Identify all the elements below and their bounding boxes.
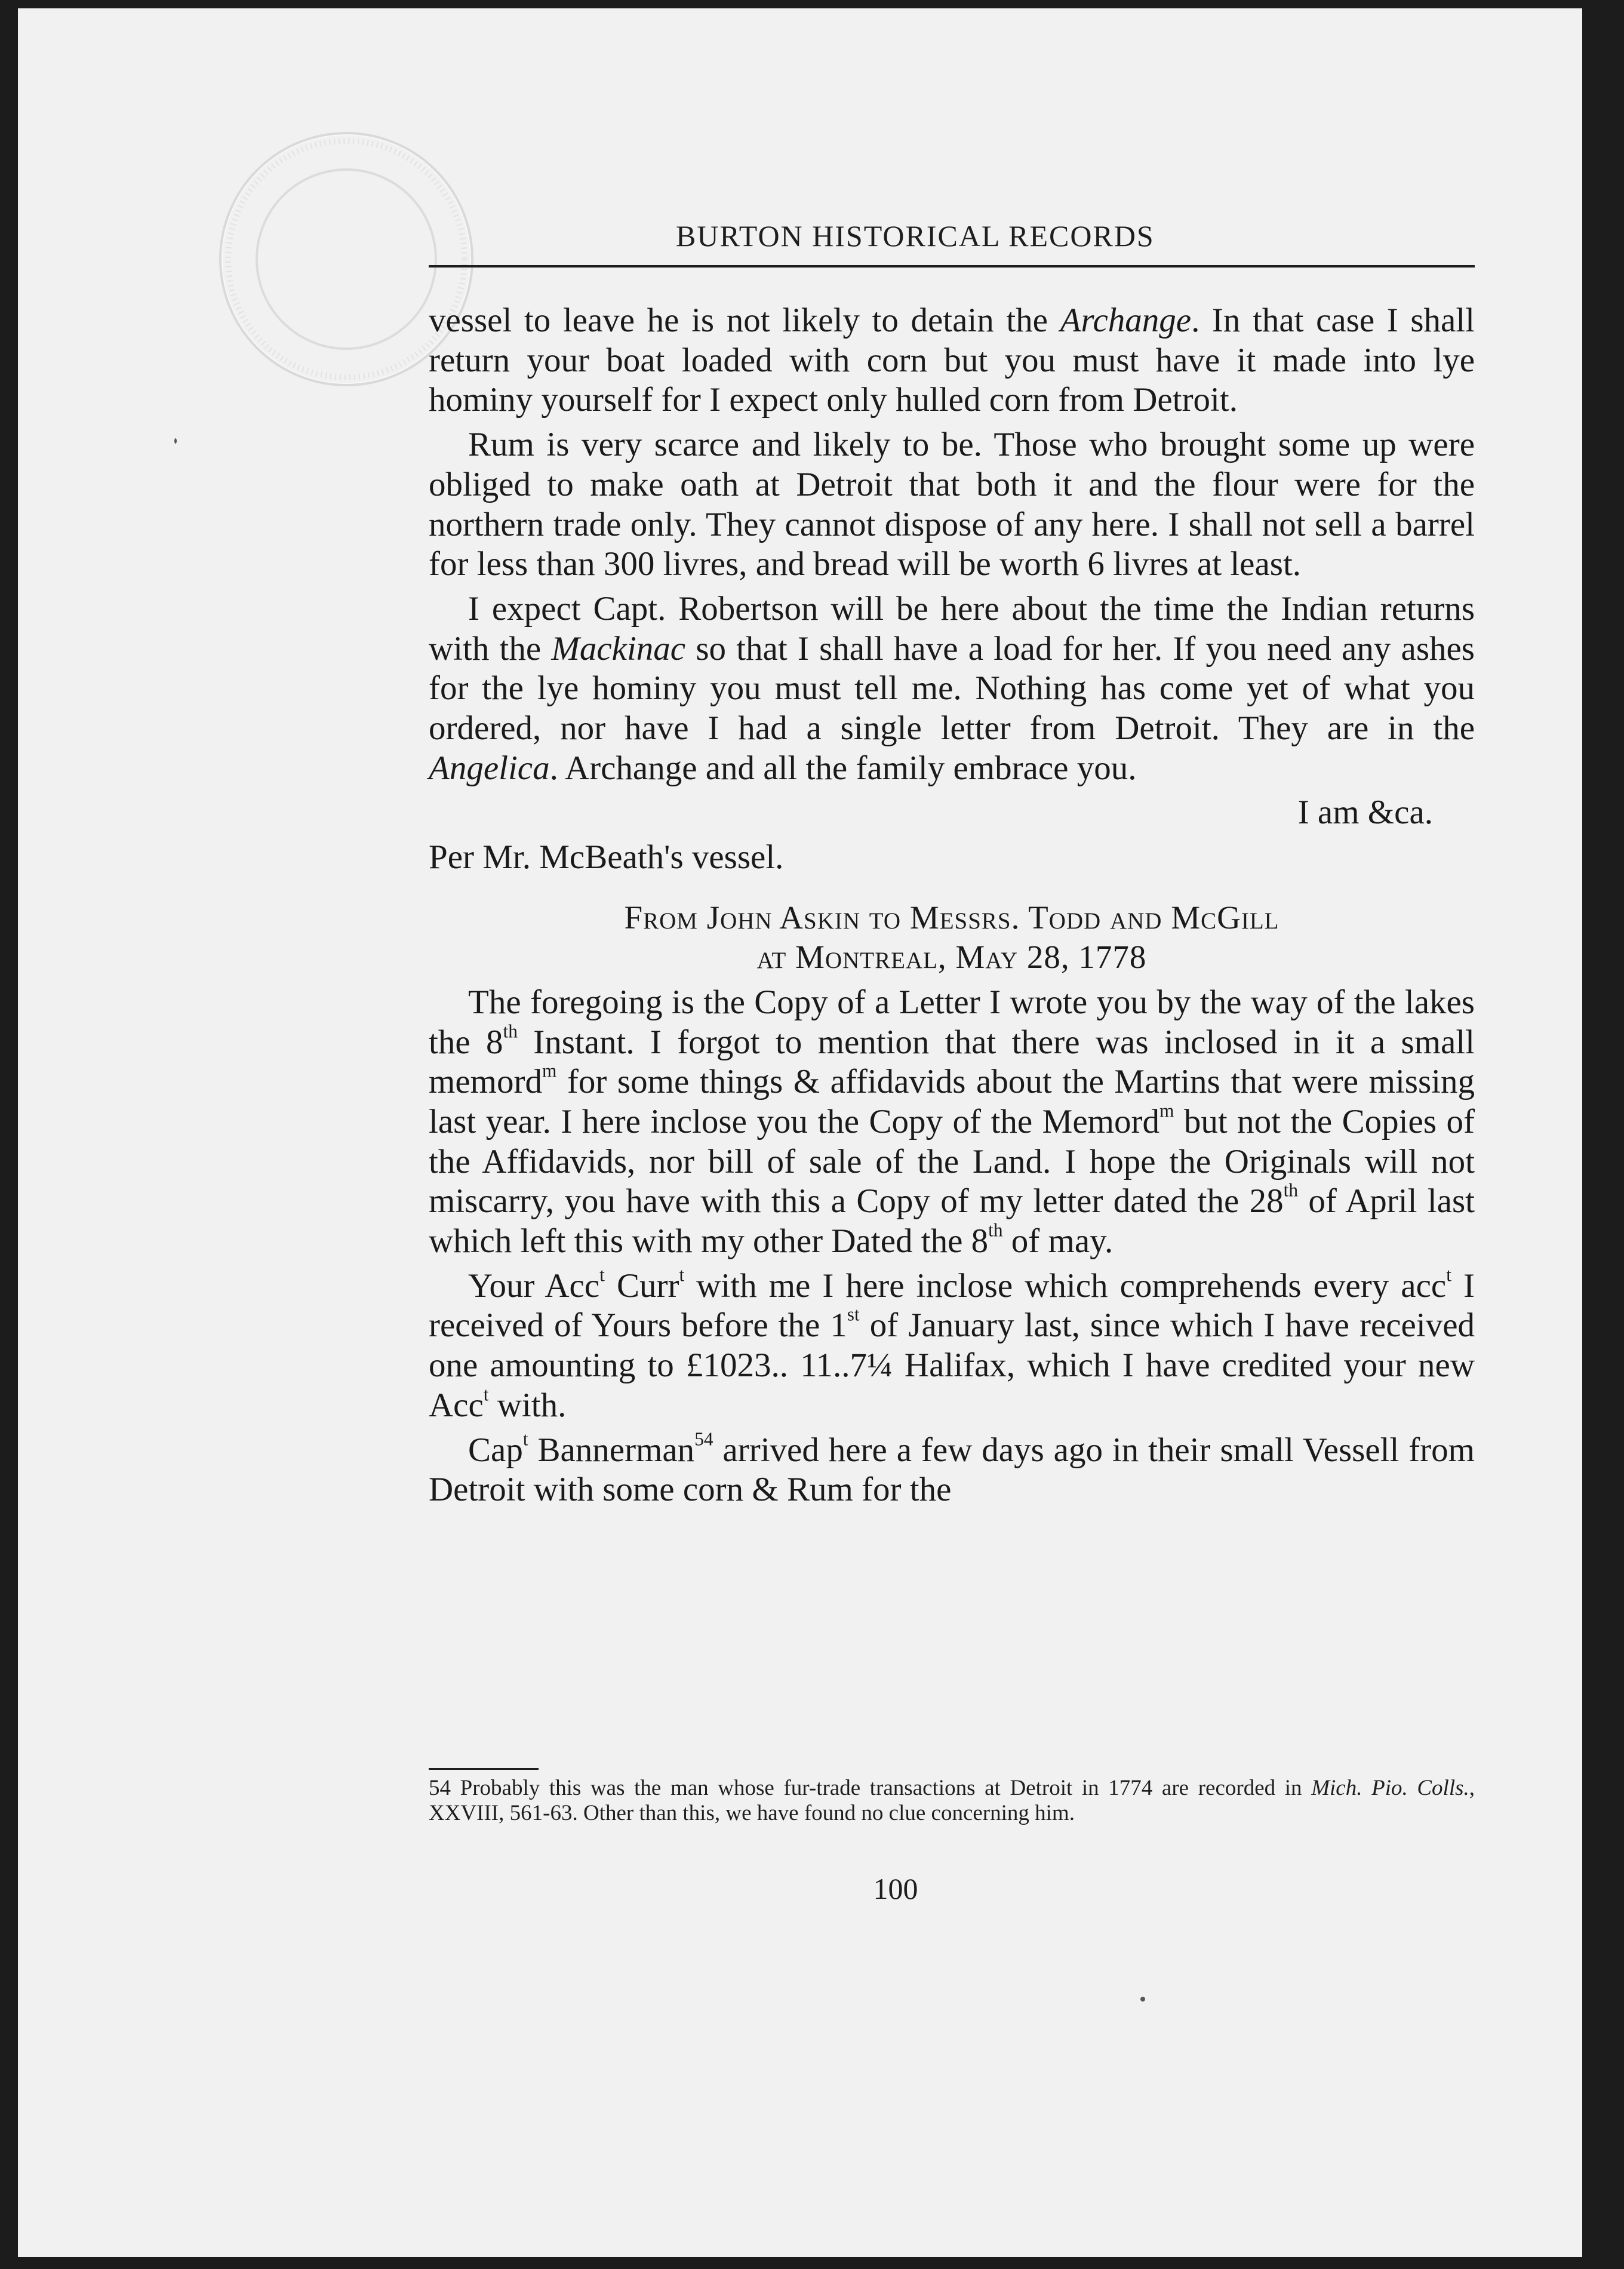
paragraph-3: I expect Capt. Robertson will be here about the time the Indian returns with the Mackinac so that I shall have a load for her. If you need any ashes for the lye hominy you must tell me. Nothing has come yet of what you ordered, nor have I had a single letter from Detroit. They are in the Angelica. Archange and all the family embrace you.: [429, 589, 1475, 787]
book-page: [18, 8, 1582, 2257]
header-rule: [429, 265, 1475, 268]
paragraph-2: Rum is very scarce and likely to be. Those who brought some up were obliged to make oath at Detroit that both it and the flour were for the northern trade only. They cannot dispose of any here. I shall not sell a barrel for less than 300 livres, and bread will be worth 6 livres at least.: [429, 426, 1475, 583]
footnote-ref: 54: [694, 1428, 713, 1449]
body-text: [429, 301, 1475, 1515]
heading-line-1: From John Askin to Messrs. Todd and McGill: [624, 899, 1279, 936]
paragraph-4: The foregoing is the Copy of a Letter I wrote you by the way of the lakes the 8th Instant. I forgot to mention that there was inclosed in it a small memord$^m$ for some things & affidavids about the Martins that were missing last year. I here inclose you the Copy of the Memord$^m$ but not the Copies of the Affidavids, nor bill of sale of the Land. I hope the Originals will not miscarry, you have with this a Copy of my letter dated the 28th of April last which left this with my other Dated the 8th of may.: [429, 983, 1475, 1260]
page-number: 100: [873, 1872, 918, 1905]
paragraph-1: vessel to leave he is not likely to detain the Archange. In that case I shall return your boat loaded with corn but you must have it made into lye hominy yourself for I expect only hulled corn from Detroit.: [429, 302, 1475, 419]
running-head: BURTON HISTORICAL RECORDS: [676, 219, 1155, 253]
paragraph-6: Cap$^t$ Bannerman$^{54}$ arrived here a few days ago in their small Vessell from Detroit with some corn & Rum for the: [429, 1428, 1475, 1509]
paragraph-5: Your Acc$^t$ Curr$^t$ with me I here inclose which comprehends every acc$^t$ I received of Yours before the 1st of January last, since which I have received one amounting to £1023.. 11..7¼ Halifax, which I have credited your new Acc$^t$ with.: [429, 1264, 1475, 1424]
heading-line-2: at Montreal, May 28, 1778: [756, 938, 1147, 975]
letter-heading: [429, 898, 1475, 977]
per-line: Per Mr. McBeath's vessel.: [429, 838, 784, 877]
footnote: 54 Probably this was the man whose fur-trade transactions at Detroit in 1774 are recorded in Mich. Pio. Colls., XXVIII, 561-63. Other than this, we have found no clue concerning him.: [429, 1776, 1475, 1825]
footnote-rule: [429, 1768, 539, 1770]
closing: I am &ca.: [1297, 794, 1433, 832]
